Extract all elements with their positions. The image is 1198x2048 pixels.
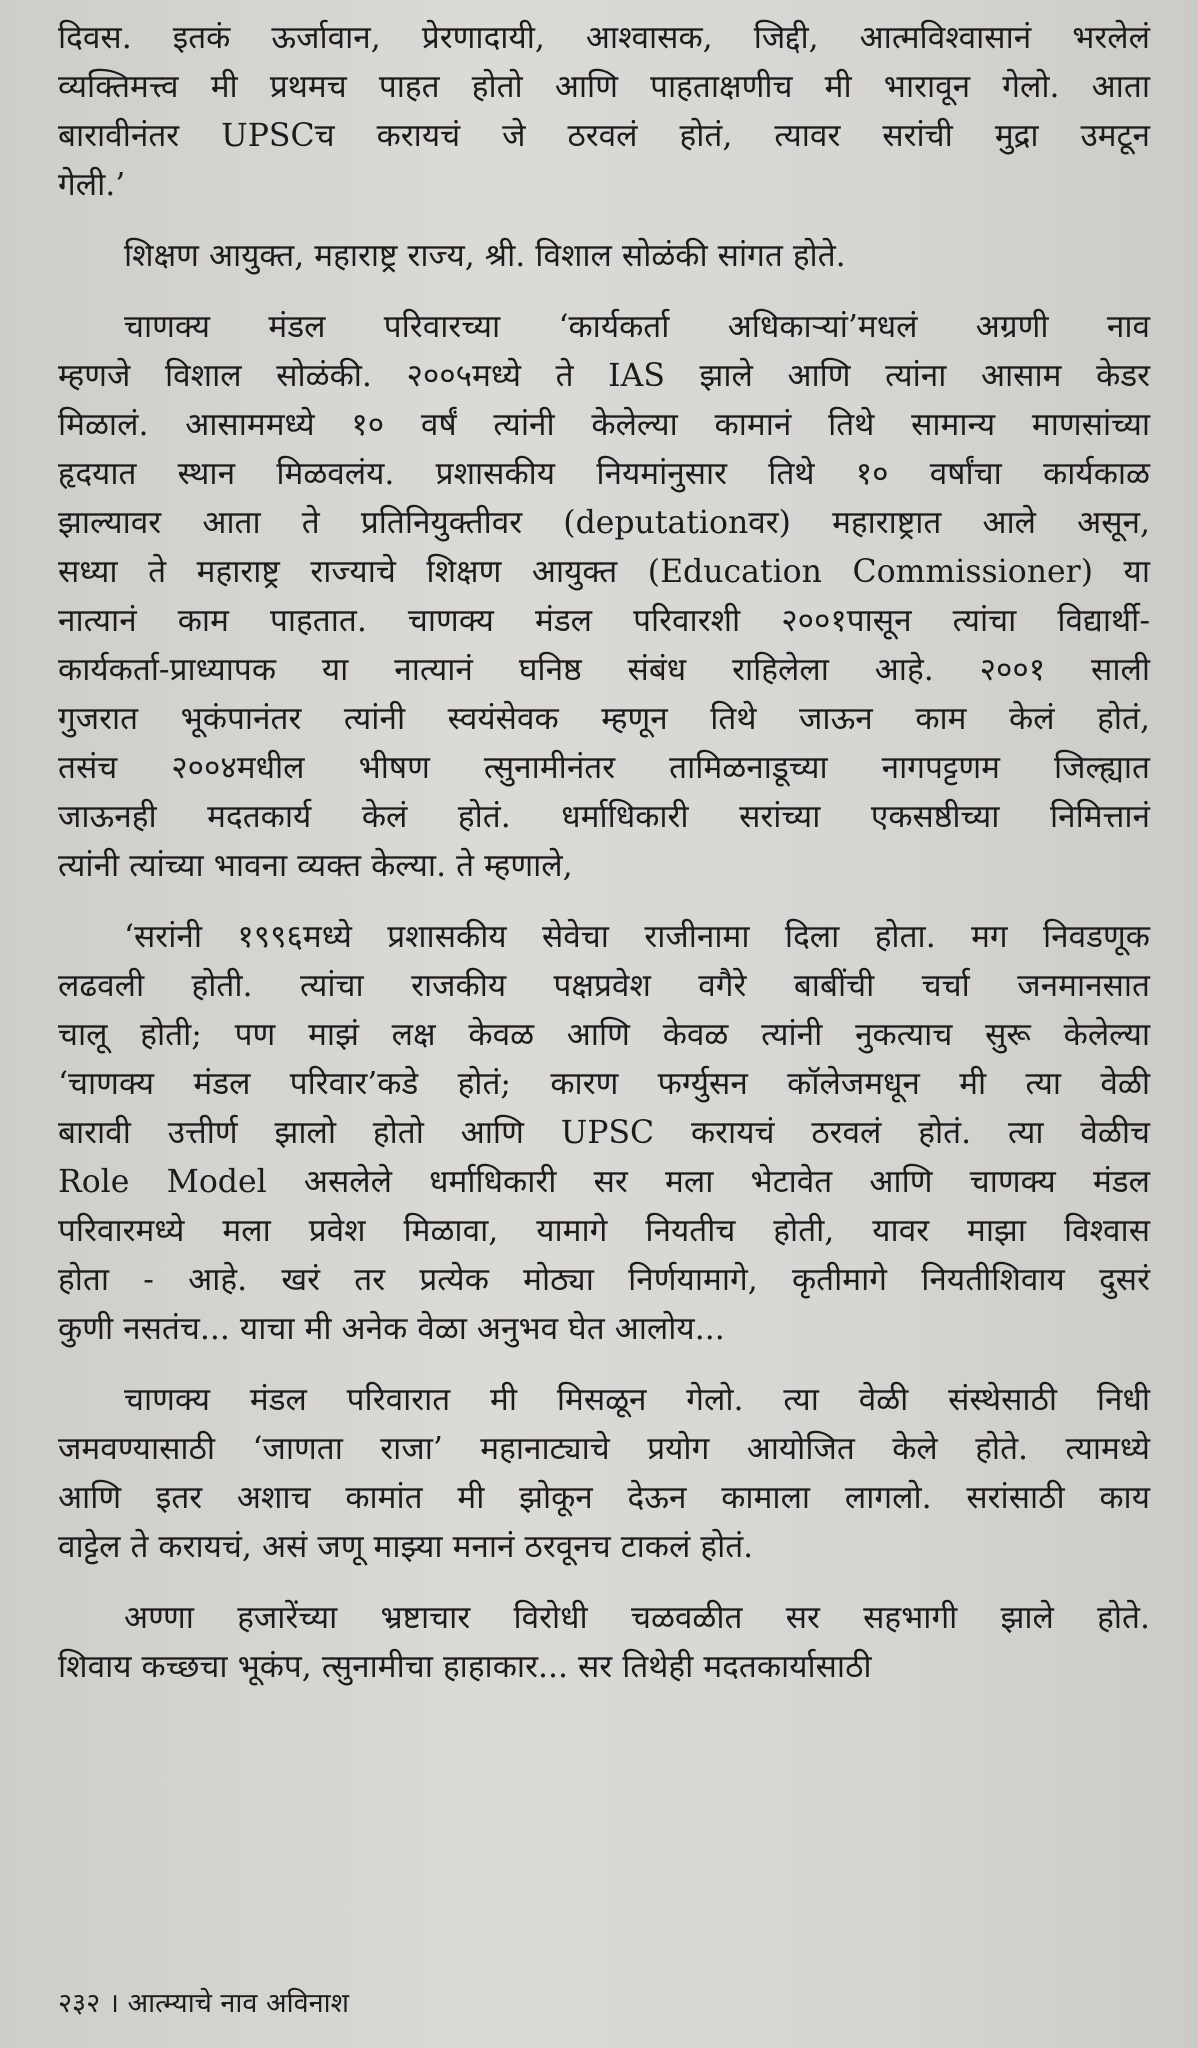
paragraph-gap — [58, 1354, 1150, 1376]
text-line: आणि इतर अशाच कामांत मी झोकून देऊन कामाला लागलो. सरांसाठी काय — [58, 1480, 1150, 1516]
paragraph — [58, 1376, 1150, 1572]
text-line: जमवण्यासाठी ‘जाणता राजा’ महानाट्याचे प्रयोग आयोजित केले होते. त्यामध्ये — [58, 1431, 1150, 1467]
text-line: गुजरात भूकंपानंतर त्यांनी स्वयंसेवक म्हणून तिथे जाऊन काम केलं होतं, — [58, 701, 1150, 737]
text-line: Role Model असलेले धर्माधिकारी सर मला भेटावेत आणि चाणक्य मंडल — [58, 1164, 1150, 1200]
text-line: शिक्षण आयुक्त, महाराष्ट्र राज्य, श्री. विशाल सोळंकी सांगत होते. — [124, 238, 846, 274]
text-line: परिवारमध्ये मला प्रवेश मिळावा, यामागे नियतीच होती, यावर माझा विश्वास — [58, 1213, 1150, 1249]
text-line: दिवस. इतकं ऊर्जावान, प्रेरणादायी, आश्वासक, जिद्दी, आत्मविश्वासानं भरलेलं — [58, 20, 1150, 56]
text-line: तसंच २००४मधील भीषण त्सुनामीनंतर तामिळनाडूच्या नागपट्टणम जिल्ह्यात — [58, 750, 1150, 786]
paragraph — [58, 913, 1150, 1354]
text-line: होता - आहे. खरं तर प्रत्येक मोठ्या निर्णयामागे, कृतीमागे नियतीशिवाय दुसरं — [58, 1262, 1150, 1298]
paragraph — [58, 303, 1150, 891]
text-line: वाट्टेल ते करायचं, असं जणू माझ्या मनानं ठरवूनच टाकलं होतं. — [58, 1529, 754, 1565]
text-line: बारावी उत्तीर्ण झालो होतो आणि UPSC करायचं ठरवलं होतं. त्या वेळीच — [58, 1115, 1150, 1151]
text-line: जाऊनही मदतकार्य केलं होतं. धर्माधिकारी सरांच्या एकसष्ठीच्या निमित्तानं — [58, 799, 1150, 835]
paragraph-gap — [58, 891, 1150, 913]
text-line: सध्या ते महाराष्ट्र राज्याचे शिक्षण आयुक्त (Education Commissioner) या — [58, 554, 1150, 590]
text-line: झाल्यावर आता ते प्रतिनियुक्तीवर (deputationवर) महाराष्ट्रात आले असून, — [58, 505, 1150, 541]
text-line: गेली.’ — [58, 167, 126, 203]
text-line: शिवाय कच्छचा भूकंप, त्सुनामीचा हाहाकार... सर तिथेही मदतकार्यासाठी — [58, 1649, 872, 1685]
text-line: त्यांनी त्यांच्या भावना व्यक्त केल्या. ते म्हणाले, — [58, 848, 573, 884]
paragraph — [58, 1594, 1150, 1692]
paragraph — [58, 232, 1150, 281]
page-number: २३२ — [58, 1988, 101, 2019]
text-line: हृदयात स्थान मिळवलंय. प्रशासकीय नियमांनुसार तिथे १० वर्षांचा कार्यकाळ — [58, 456, 1150, 492]
text-line: कार्यकर्ता-प्राध्यापक या नात्यानं घनिष्ठ संबंध राहिलेला आहे. २००१ साली — [58, 652, 1150, 688]
paragraph-gap — [58, 210, 1150, 232]
text-line: चालू होती; पण माझं लक्ष केवळ आणि केवळ त्यांनी नुकत्याच सुरू केलेल्या — [58, 1017, 1150, 1053]
paragraph-gap — [58, 281, 1150, 303]
text-line: म्हणजे विशाल सोळंकी. २००५मध्ये ते IAS झाले आणि त्यांना आसाम केडर — [58, 358, 1150, 394]
text-line: लढवली होती. त्यांचा राजकीय पक्षप्रवेश वगैरे बाबींची चर्चा जनमानसात — [58, 968, 1150, 1004]
page-body-text — [58, 14, 1150, 1692]
text-line: अण्णा हजारेंच्या भ्रष्टाचार विरोधी चळवळीत सर सहभागी झाले होते. — [124, 1600, 1150, 1636]
text-line: चाणक्य मंडल परिवारच्या ‘कार्यकर्ता अधिकाऱ्यां’मधलं अग्रणी नाव — [124, 309, 1150, 345]
page-footer — [58, 1986, 349, 2022]
text-line: मिळालं. आसाममध्ये १० वर्षं त्यांनी केलेल्या कामानं तिथे सामान्य माणसांच्या — [58, 407, 1150, 443]
paragraph — [58, 14, 1150, 210]
text-line: ‘चाणक्य मंडल परिवार’कडे होतं; कारण फर्ग्युसन कॉलेजमधून मी त्या वेळी — [58, 1066, 1150, 1102]
paragraph-gap — [58, 1572, 1150, 1594]
text-line: ‘सरांनी १९९६मध्ये प्रशासकीय सेवेचा राजीनामा दिला होता. मग निवडणूक — [124, 919, 1150, 955]
text-line: नात्यानं काम पाहतात. चाणक्य मंडल परिवारशी २००१पासून त्यांचा विद्यार्थी- — [58, 603, 1150, 639]
running-book-title: आत्म्याचे नाव अविनाश — [127, 1988, 349, 2019]
text-line: कुणी नसतंच... याचा मी अनेक वेळा अनुभव घेत आलोय... — [58, 1311, 725, 1347]
text-line: चाणक्य मंडल परिवारात मी मिसळून गेलो. त्या वेळी संस्थेसाठी निधी — [124, 1382, 1150, 1418]
footer-separator: । — [108, 1988, 119, 2019]
text-line: व्यक्तिमत्त्व मी प्रथमच पाहत होतो आणि पाहताक्षणीच मी भारावून गेलो. आता — [58, 69, 1150, 105]
text-line: बारावीनंतर UPSCच करायचं जे ठरवलं होतं, त्यावर सरांची मुद्रा उमटून — [58, 118, 1150, 154]
